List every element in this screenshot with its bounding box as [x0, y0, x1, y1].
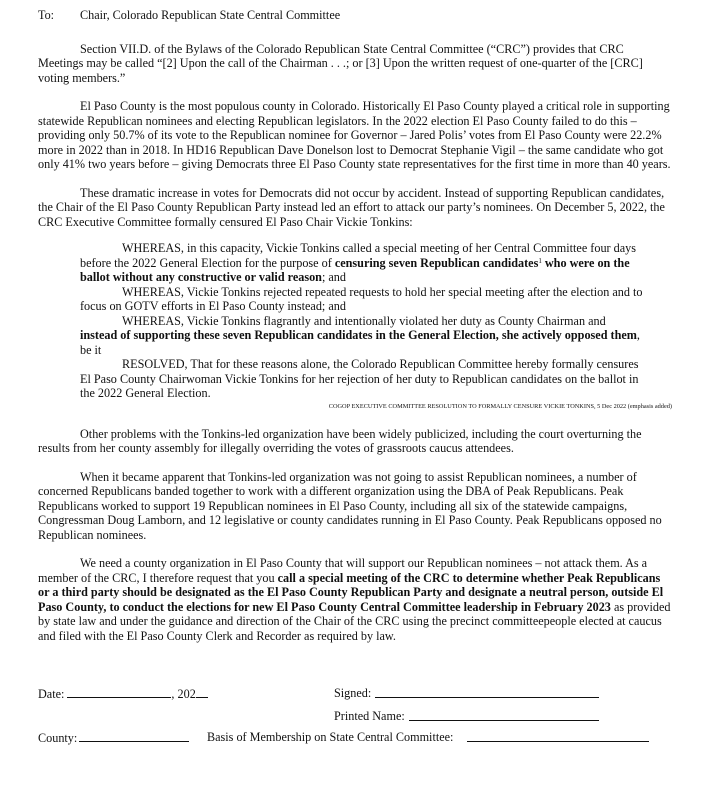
county-field[interactable]	[79, 730, 189, 742]
signed-label: Signed:	[334, 686, 372, 700]
date-label: Date:	[38, 687, 65, 701]
printed-name-field[interactable]	[409, 709, 599, 721]
to-label: To:	[38, 8, 55, 22]
paragraph-request: We need a county organization in El Paso County that will support our Republican nominees – not attack them. As a member of the CRC, I therefore request that you call a special meeting of the CRC to determine whether Peak Republicans or a third party should be designated as the El Paso County Republican Party and designate a neutral person, outside El Paso County, to conduct the elections for new El Paso County Central Committee leadership in February 2023 as provided by state law and under the guidance and direction of the Chair of the CRC using the precinct committeepeople elected at caucus and filed with the El Paso County Clerk and Recorder as required by law.	[38, 556, 671, 643]
emphasis-censuring: censuring seven Republican candidates	[334, 255, 539, 270]
resolved-clause: RESOLVED, That for these reasons alone, the Colorado Republican Committee hereby formally censures El Paso County Chairwoman Vickie Tonkins for her rejection of her duty to Republican candidates on the ballot in the 2022 General Election.	[80, 357, 639, 400]
whereas-1: WHEREAS, in this capacity, Vickie Tonkins called a special meeting of her Central Committee four days before the 2022 General Election for the purpose of censuring seven Republican candidates$^1$ who were on the ballot without any constructive or valid reason; and	[80, 241, 636, 284]
paragraph-peak-republicans: When it became apparent that Tonkins-led organization was not going to assist Republican nominees, a number of concerned Republicans banded together to work with a different organization using the DBA of Peak Republicans. Peak Republicans worked to support 19 Republican nominees in El Paso County, including all six of the statewide campaigns, Congressman Doug Lamborn, and 12 legislative or county candidates running in El Paso County. Peak Republicans opposed no Republican nominees.	[38, 469, 662, 542]
to-value: Chair, Colorado Republican State Central Committee	[80, 8, 341, 22]
basis-label: Basis of Membership on State Central Committee:	[207, 730, 454, 744]
signature-row-date	[38, 686, 678, 702]
footnote-marker: 1	[538, 256, 542, 265]
signature-field[interactable]	[375, 686, 599, 698]
paragraph-other-problems: Other problems with the Tonkins-led organization have been widely publicized, including the court overturning the results from her county assembly for illegally overriding the votes of grassroots caucus attendees.	[38, 426, 642, 455]
year-field[interactable]	[196, 686, 208, 698]
emphasis-opposed: instead of supporting these seven Republican candidates in the General Election, she actively opposed them	[80, 328, 637, 342]
year-prefix: , 202	[171, 687, 196, 701]
emphasis-request: call a special meeting of the CRC to determine whether Peak Republicans or a third party should be designated as the El Paso County Republican Party and designate a neutral person, outside El Paso County, to conduct the elections for new El Paso County Central Committee leadership in February 2023	[38, 570, 664, 614]
county-label: County:	[38, 731, 78, 745]
whereas-2: WHEREAS, Vickie Tonkins rejected repeated requests to hold her special meeting after the election and to focus on GOTV efforts in El Paso County instead; and	[80, 284, 643, 313]
paragraph-el-paso-history: El Paso County is the most populous county in Colorado. Historically El Paso County played a critical role in supporting statewide Republican nominees and electing Republican legislators. In the 2022 election El Paso County failed to do this – providing only 50.7% of its vote to the Republican nominee for Governor – Jared Polis’ votes from El Paso County were 22.2% more in 2022 than in 2018. In HD16 Republican Dave Donelson lost to Democrat Stephanie Vigil – the same candidate who got only 41% two years before – giving Democrats three El Paso County state representatives for the first time in more than 40 years.	[38, 99, 671, 171]
basis-field[interactable]	[467, 730, 649, 742]
printed-name-label: Printed Name:	[334, 709, 405, 723]
quote-attribution: COGOP EXECUTIVE COMMITTEE RESOLUTION TO FORMALLY CENSURE VICKIE TONKINS, 5 Dec 2022 (emphasis added)	[328, 402, 672, 410]
date-field[interactable]	[67, 686, 171, 698]
paragraph-censure-intro: These dramatic increase in votes for Democrats did not occur by accident. Instead of supporting Republican candidates, the Chair of the El Paso County Republican Party instead led an effort to attack our party’s nominees. On December 5, 2022, the CRC Executive Committee formally censured El Paso Chair Vickie Tonkins:	[38, 185, 665, 229]
paragraph-bylaws: Section VII.D. of the Bylaws of the Colorado Republican State Central Committee (“CRC”) provides that CRC Meetings may be called “[2] Upon the call of the Chairman . . .; or [3] Upon the written request of one-quarter of the [CRC] voting members.”	[38, 41, 643, 85]
emphasis-no-reason: who were on the ballot without any constructive or valid reason	[80, 255, 630, 284]
addressee-line	[38, 8, 672, 23]
signature-row-county	[38, 730, 678, 746]
censure-resolution-quote	[80, 241, 643, 401]
whereas-3: WHEREAS, Vickie Tonkins flagrantly and intentionally violated her duty as County Chairman and instead of supporting these seven Republican candidates in the General Election, she actively opposed them, be it	[80, 313, 640, 357]
